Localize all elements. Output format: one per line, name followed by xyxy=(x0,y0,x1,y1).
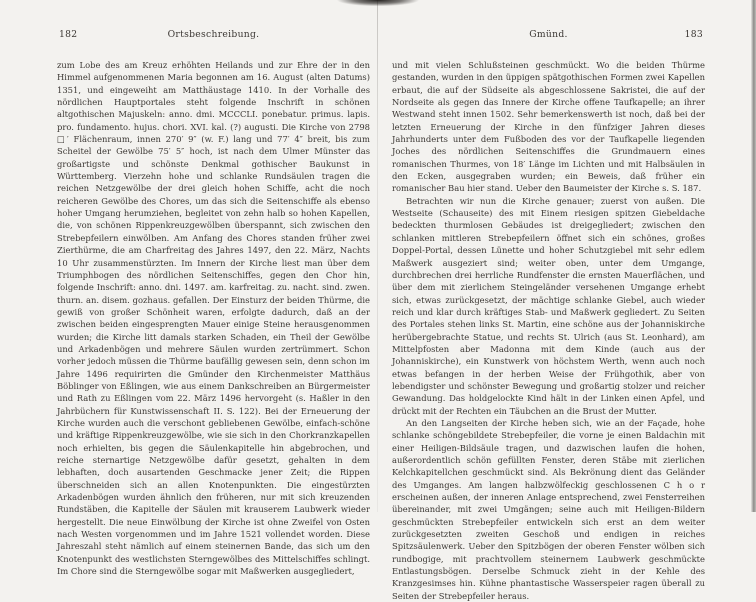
left-page-header xyxy=(57,29,370,42)
scan-right-edge-shadow xyxy=(751,0,756,512)
right-paragraph-langseiten: An den Langseiten der Kirche heben sich, wie an der Façade, hohe schlanke schöngebildete Strebepfeiler, die vorne je einen Baldachin mit einer Heiligen-Bildsäule tragen, und dazwischen laufen die hohen, außerordentlich schön gefüllten Fenster, deren Stäbe mit zierlichen Kelchkapitellchen geschmückt sind. Als Bekrönung dient das Geländer des Umganges. Am langen halbzwölfeckig geschlossenen C h o r erscheinen außen, der inneren Anlage entsprechend, zwei Fensterreihen übereinander, mit zwei Umgängen; seine auch mit Heiligen-Bildern geschmückten Strebepfeiler entwickeln sich erst an dem weiter zurückgesetzten zweiten Geschoß und endigen in reiches Spitzsäulenwerk. Ueber den Spitzbögen der oberen Fenster wölben sich rundbogige, mit prachtvollem steinernem Laubwerk geschmückte Entlastungsbögen. Derselbe Schmuck zieht in der Kehle des Kranzgesimses hin. Kühne phantastische Wasserspeier ragen überall zu Seiten der Strebepfeiler heraus. xyxy=(392,417,705,601)
left-paragraph-continuation: zum Lobe des am Kreuz erhöhten Heilands und zur Ehre der in den Himmel aufgenommenen Maria begonnen am 16. August (alten Datums) 1351, und eingeweiht am Matthäustage 1410. In der Vorhalle des nördlichen Hauptportales steht folgende Inschrift in schönen altgothischen Majuskeln: anno. dmi. MCCCLI. ponebatur. primus. lapis. pro. fundamento. hujus. chori. XVI. kal. (?) augusti. Die Kirche von 2798 □′ Flächenraum, innen 270′ 9″ (w. F.) lang und 77′ 4″ breit, bis zum Scheitel der Gewölbe 75′ 5″ hoch, ist nach dem Ulmer Münster das großartigste und schönste Denkmal gothischer Baukunst in Württemberg. Vierzehn hohe und schlanke Rundsäulen tragen die reichen Netzgewölbe der drei gleich hohen Schiffe, acht die noch reicheren Gewölbe des Chores, um das sich die Seitenschiffe als ebenso hoher Umgang herumziehen, begleitet von zehn halb so hohen Kapellen, die, von schönen Rippenkreuzgewölben überspannt, sich zwischen den Strebepfeilern einwölben. Am Anfang des Chores standen früher zwei Zierthürme, die am Charfreitag des Jahres 1497, den 22. März, Nachts 10 Uhr zusammenstürzten. Im Innern der Kirche liest man über dem Triumphbogen des nördlichen Seitenschiffes, gegen den Chor hin, folgende Inschrift: anno. dni. 1497. am. karfreitag. zu. nacht. sind. zwen. thurn. an. disem. gozhaus. gefallen. Der Einsturz der beiden Thürme, die gewiß von großer Schönheit waren, erfolgte dadurch, daß an der zwischen beiden eingesprengten Mauer einige Steine herausgenommen wurden; die Kirche litt damals starken Schaden, ein Theil der Gewölbe und Arkadenbögen und mehrere Säulen wurden zertrümmert. Schon vorher jedoch müssen die Thürme baufällig gewesen sein, denn schon im Jahre 1496 requirirten die Gmünder den Kirchenmeister Matthäus Böblinger von Eßlingen, wie aus einem Dankschreiben an Bürgermeister und Rath zu Eßlingen vom 22. März 1496 hervorgeht (s. Haßler in den Jahrbüchern für Kunstwissenschaft II. S. 122). Bei der Erneuerung der Kirche wurden auch die verschont gebliebenen Gewölbe, einfach-schöne und kräftige Rippenkreuzgewölbe, wie sie sich in den Chorkranzkapellen noch erhielten, bis gegen die Säulenkapitelle hin abgebrochen, und reiche sternartige Netzgewölbe dafür gesetzt, gehalten in dem lebhaften, doch ausartenden Geschmacke jener Zeit; die Rippen überschneiden sich an allen Knotenpunkten. Die eingestürzten Arkadenbögen wurden ähnlich den früheren, nur mit sich kreuzenden Rundstäben, die Kapitelle der Säulen mit krauserem Laubwerk wieder hergestellt. Die neue Einwölbung der Kirche ist ohne Zweifel von Osten nach Westen vorgenommen und im Jahre 1521 vollendet worden. Diese Jahreszahl steht nämlich auf einem steinernen Bande, das sich um den Knotenpunkt des westlichsten Sterngewölbes des Mittelschiffes schlingt. Im Chore sind die Sterngewölbe sogar mit Maßwerken ausgegliedert, xyxy=(57,60,370,577)
right-page-header xyxy=(392,29,705,42)
left-page-body xyxy=(57,59,370,577)
right-page-number: 183 xyxy=(684,29,703,40)
left-page-number: 182 xyxy=(59,29,78,40)
right-running-header: Gmünd. xyxy=(529,29,568,40)
right-paragraph-continuation: und mit vielen Schlußsteinen geschmückt. Wo die beiden Thürme gestanden, wurden in den üppigen spätgothischen Formen zwei Kapellen erbaut, die auf der Südseite als abgeschlossene Sakristei, die auf der Nordseite als gegen das Innere der Kirche offene Taufkapelle; an ihrer Westwand steht innen 1502. Sehr bemerkenswerth ist noch, daß bei der letzten Erneuerung der Kirche in den fünfziger Jahren dieses Jahrhunderts unter dem Fußboden des vor der Taufkapelle liegenden Joches des nördlichen Seitenschiffes die Grundmauern eines romanischen Thurmes, von 18′ Länge im Lichten und mit Halbsäulen in den Ecken, ausgegraben wurden; ein Beweis, daß früher ein romanischer Bau hier stand. Ueber den Baumeister der Kirche s. S. 187. xyxy=(392,60,705,194)
right-page xyxy=(392,0,705,601)
right-page-body xyxy=(392,59,705,602)
scan-top-spine-smudge xyxy=(334,0,422,8)
page-gutter-fold-shadow xyxy=(377,0,378,512)
left-page xyxy=(57,0,370,577)
left-running-header: Ortsbeschreibung. xyxy=(167,29,260,40)
right-paragraph-westseite: Betrachten wir nun die Kirche genauer; zuerst von außen. Die Westseite (Schauseite) des mit Einem riesigen spitzen Giebeldache bedeckten thurmlosen Gebäudes ist dreigegliedert; zwischen den schlanken mittleren Strebepfeilern öffnet sich ein schönes, großes Doppel-Portal, dessen Lünette und hoher Schutzgiebel mit sehr edlem Maßwerk ausgeziert sind; weiter oben, unter dem Umgange, durchbrechen drei herrliche Rundfenster die ernsten Mauerflächen, und über dem mit zierlichem Steingeländer versehenen Umgange erhebt sich, etwas zurückgesetzt, der mächtige schlanke Giebel, auch wieder reich und klar durch kräftiges Stab- und Maßwerk gegliedert. Zu Seiten des Portales stehen links St. Martin, eine schöne aus der Johanniskirche herübergebrachte Statue, und rechts St. Ulrich (aus St. Leonhard), am Mittelpfosten aber Madonna mit dem Kinde (auch aus der Johanniskirche), ein Kunstwerk von höchstem Werth, wenn auch noch etwas befangen in der herben Weise der Frühgothik, aber von lebendigster und schönster Bewegung und großartig stolzer und reicher Gewandung. Das holdgelockte Kind hält in der Linken einen Apfel, und drückt mit der Rechten ein Täubchen an die Brust der Mutter. xyxy=(392,195,705,416)
